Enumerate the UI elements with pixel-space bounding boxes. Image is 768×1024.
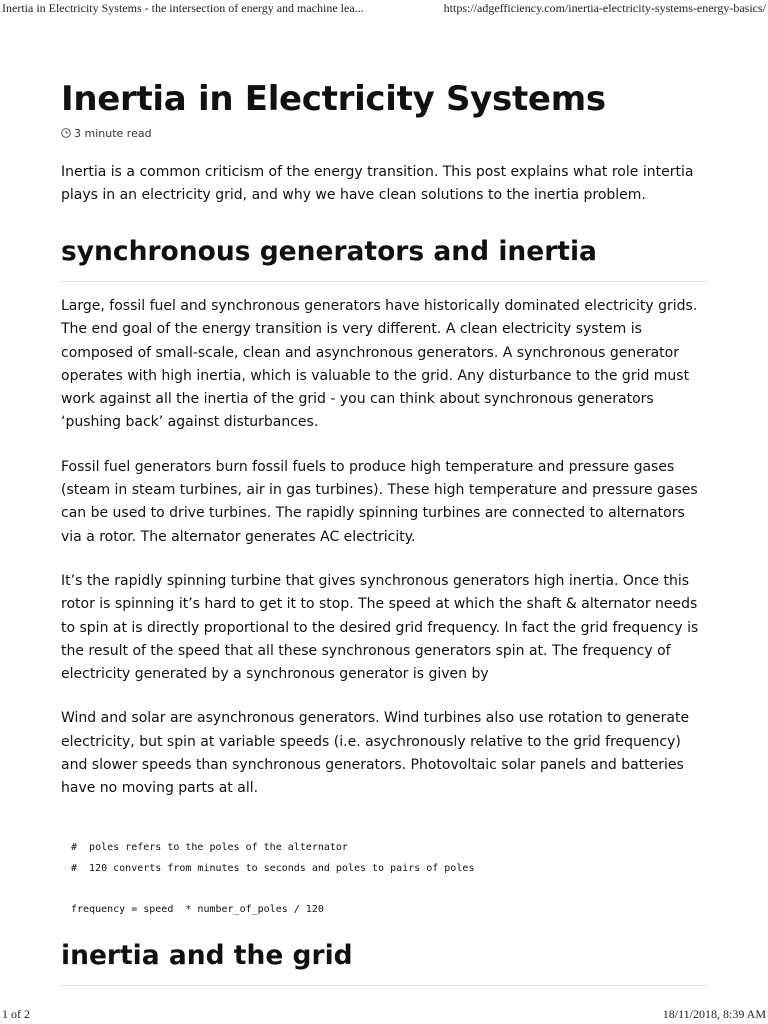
paragraph: Wind and solar are asynchronous generators. Wind turbines also use rotation to generate electricity, but spin at variable speeds (i.e. asychronously relative to the grid frequency) and slower speeds than synchronous generators. Photovoltaic solar panels and batteries have no moving parts at all. — [61, 710, 690, 797]
print-header-title: Inertia in Electricity Systems - the intersection of energy and machine lea... — [2, 1, 364, 15]
print-footer — [0, 1006, 768, 1024]
page-title: Inertia in Electricity Systems — [61, 79, 606, 119]
print-header — [0, 0, 768, 18]
read-time-label: 3 minute read — [74, 126, 152, 140]
paragraph: Fossil fuel generators burn fossil fuels to produce high temperature and pressure gases (steam in steam turbines, air in gas turbines). These high temperature and pressure gases can be used to drive turbines. The rapidly spinning turbines are connected to alternators via a rotor. The alternator generates AC electricity. — [61, 458, 698, 545]
print-header-url[interactable]: https://adgefficiency.com/inertia-electricity-systems-energy-basics/ — [443, 1, 766, 15]
section-divider — [61, 985, 709, 986]
section-heading-synchronous-generators: synchronous generators and inertia — [61, 236, 597, 267]
code-line: # poles refers to the poles of the alternator — [71, 841, 348, 853]
clock-icon — [61, 128, 71, 138]
paragraph: Large, fossil fuel and synchronous generators have historically dominated electricity grids. The end goal of the energy transition is very different. A clean electricity system is composed of small-scale, clean and asynchronous generators. A synchronous generator operates with high inertia, which is valuable to the grid. Any disturbance to the grid must work against all the inertia of the grid - you can think about synchronous generators ‘pushing back’ against disturbances. — [61, 298, 698, 431]
section-heading-inertia-grid: inertia and the grid — [61, 939, 353, 971]
section-divider — [61, 281, 709, 282]
page-number: 1 of 2 — [2, 1007, 30, 1021]
print-date: 18/11/2018, 8:39 AM — [662, 1007, 766, 1021]
code-blank-line — [71, 879, 709, 899]
code-line: frequency = speed * number_of_poles / 120 — [71, 903, 324, 915]
code-line: # 120 converts from minutes to seconds and poles to pairs of poles — [71, 862, 475, 874]
intro-paragraph: Inertia is a common criticism of the energy transition. This post explains what role intertia plays in an electricity grid, and why we have clean solutions to the inertia problem. — [61, 164, 694, 203]
paragraph: It’s the rapidly spinning turbine that gives synchronous generators high inertia. Once this rotor is spinning it’s hard to get it to stop. The speed at which the shaft & alternator needs to spin at is directly proportional to the desired grid frequency. In fact the grid frequency is the result of the speed that all these synchronous generators spin at. The frequency of electricity generated by a synchronous generator is given by — [61, 572, 699, 683]
code-block — [71, 837, 709, 920]
article — [61, 72, 709, 986]
read-time — [61, 126, 709, 140]
